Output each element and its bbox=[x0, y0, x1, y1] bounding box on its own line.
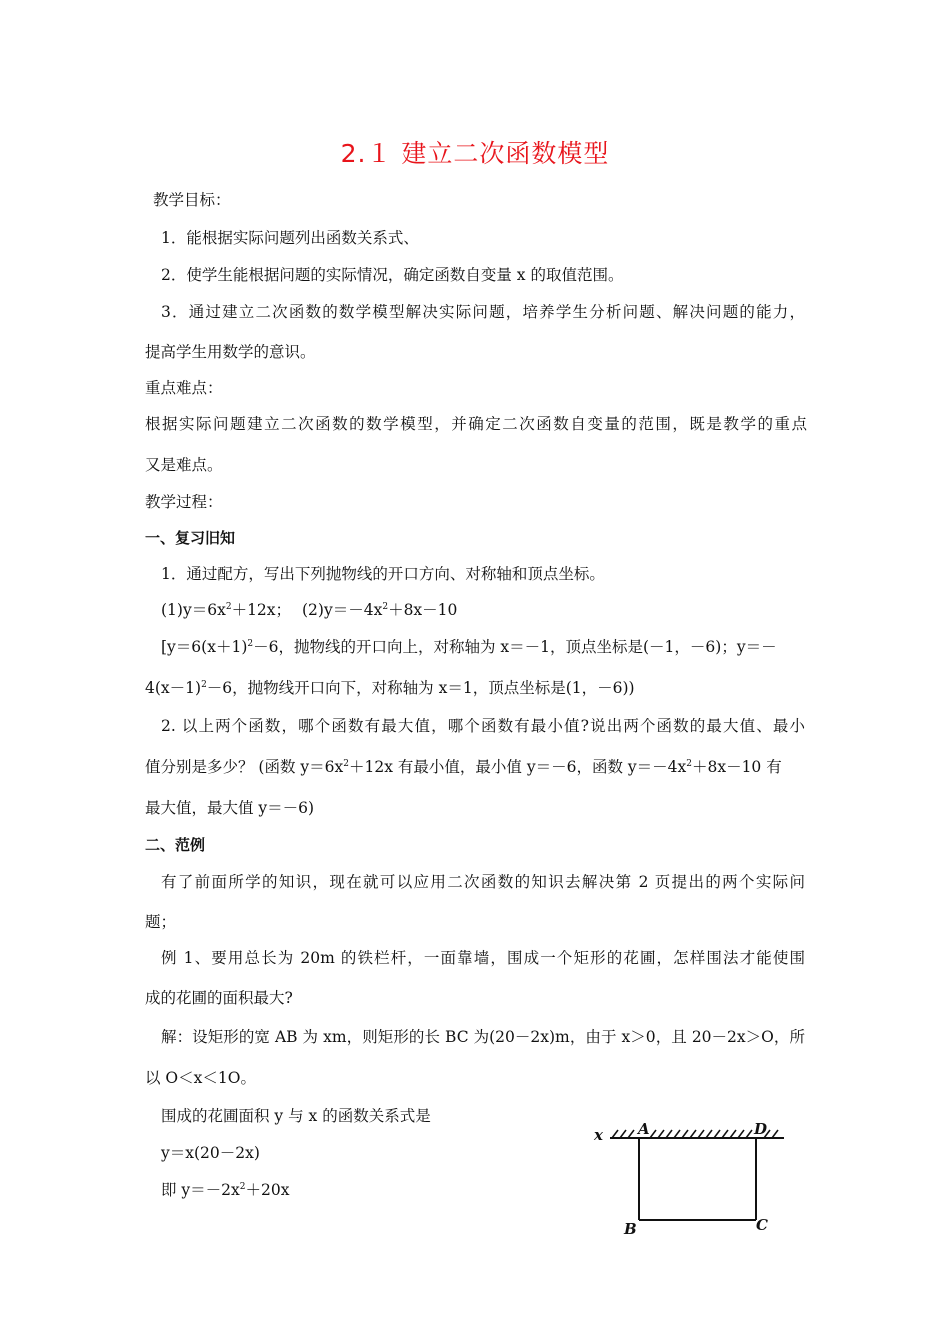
review-equation-1 bbox=[161, 600, 291, 620]
rectangle-fence bbox=[639, 1138, 756, 1220]
exponent: 2 bbox=[201, 680, 207, 690]
review-answer-line-2 bbox=[145, 678, 635, 698]
exponent: 2 bbox=[225, 602, 232, 612]
exponent: 2 bbox=[686, 759, 692, 769]
review-question-2-line-2 bbox=[145, 757, 782, 777]
garden-rectangle-figure bbox=[588, 1114, 788, 1239]
review-equation-2 bbox=[302, 600, 457, 620]
solution-line-1: 解：设矩形的宽 AB 为 xm，则矩形的长 BC 为(20－2x)m，由于 x＞0，且 20－2x＞O，所 bbox=[161, 1028, 805, 1046]
key-points-heading: 重点难点： bbox=[145, 379, 223, 397]
key-points-line-1: 根据实际问题建立二次函数的数学模型，并确定二次函数自变量的范围，既是教学的重点 bbox=[145, 415, 807, 433]
area-equation-1: y＝x(20－2x) bbox=[161, 1144, 260, 1162]
equation-part: ＋12x； bbox=[231, 601, 292, 619]
label-x: x bbox=[594, 1126, 603, 1144]
review-question-2-line-1: 2. 以上两个函数，哪个函数有最大值，哪个函数有最小值?说出两个函数的最大值、最小 bbox=[161, 717, 805, 735]
answer-text bbox=[161, 637, 777, 657]
question-part: ＋8x－10 有 bbox=[691, 758, 782, 776]
objective-item-3-line-1: 3．通过建立二次函数的数学模型解决实际问题，培养学生分析问题、解决问题的能力， bbox=[161, 303, 805, 321]
review-question-1: 1．通过配方，写出下列抛物线的开口方向、对称轴和顶点坐标。 bbox=[161, 565, 605, 583]
equation-part: (1)y＝6x bbox=[161, 601, 226, 619]
solution-line-2: 以 O＜x＜1O。 bbox=[145, 1069, 256, 1087]
exponent: 2 bbox=[382, 602, 389, 612]
example-intro-line-2: 题； bbox=[145, 913, 177, 931]
exponent: 2 bbox=[247, 639, 254, 649]
equation-part: 即 y＝－2x bbox=[161, 1181, 240, 1199]
answer-part: －6，抛物线开口向下，对称轴为 x＝1，顶点坐标是(1，－6)) bbox=[206, 679, 635, 697]
example-1-line-2: 成的花圃的面积最大? bbox=[145, 989, 293, 1007]
review-question-2-line-3: 最大值，最大值 y＝－6) bbox=[145, 799, 315, 817]
page-title: 2.１ 建立二次函数模型 bbox=[340, 139, 610, 168]
section-1-heading: 一、复习旧知 bbox=[145, 529, 236, 547]
answer-part: 4(x－1) bbox=[145, 679, 202, 697]
label-c: C bbox=[756, 1216, 768, 1234]
exponent: 2 bbox=[239, 1182, 246, 1192]
objective-item-3-line-2: 提高学生用数学的意识。 bbox=[145, 343, 316, 361]
equation-part: (2)y＝－4x bbox=[302, 601, 383, 619]
process-heading: 教学过程： bbox=[145, 493, 223, 511]
section-2-heading: 二、范例 bbox=[145, 836, 206, 854]
area-function-intro: 围成的花圃面积 y 与 x 的函数关系式是 bbox=[161, 1107, 431, 1125]
label-d: D bbox=[754, 1120, 768, 1138]
key-points-line-2: 又是难点。 bbox=[145, 456, 223, 474]
answer-part: [y＝6(x＋1) bbox=[161, 638, 248, 656]
label-a: A bbox=[638, 1120, 650, 1138]
exponent: 2 bbox=[343, 759, 349, 769]
example-intro-line-1: 有了前面所学的知识，现在就可以应用二次函数的知识去解决第 2 页提出的两个实际问 bbox=[161, 873, 805, 891]
area-equation-2 bbox=[161, 1180, 290, 1200]
review-answer-line-1 bbox=[161, 637, 805, 657]
example-1-line-1: 例 1、要用总长为 20m 的铁栏杆，一面靠墙，围成一个矩形的花圃，怎样围法才能使围 bbox=[161, 949, 805, 967]
objective-item-1: 1．能根据实际问题列出函数关系式、 bbox=[161, 229, 419, 247]
question-part: ＋12x 有最小值，最小值 y＝－6，函数 y＝－4x bbox=[349, 758, 687, 776]
question-part: 值分别是多少？ (函数 y＝6x bbox=[145, 758, 344, 776]
label-b: B bbox=[624, 1220, 637, 1238]
equation-part: ＋8x－10 bbox=[388, 601, 458, 619]
objectives-heading: 教学目标： bbox=[153, 191, 231, 209]
answer-part: －6，抛物线的开口向上，对称轴为 x＝－1，顶点坐标是(－1，－6)；y＝－ bbox=[253, 638, 777, 656]
objective-item-2: 2．使学生能根据问题的实际情况，确定函数自变量 x 的取值范围。 bbox=[161, 266, 624, 284]
equation-part: ＋20x bbox=[245, 1181, 290, 1199]
